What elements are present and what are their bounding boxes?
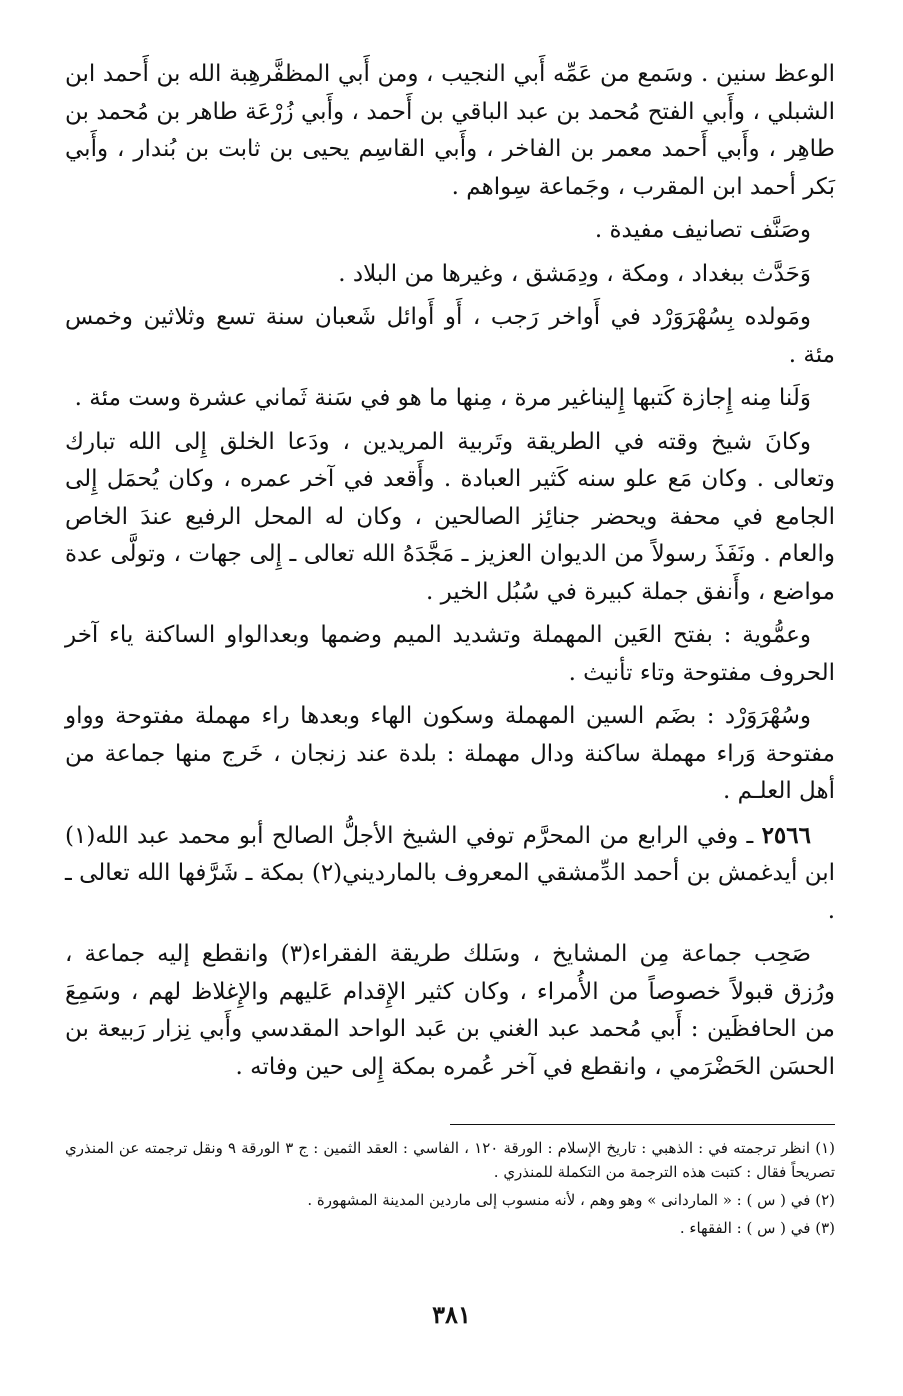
paragraph-birth: ومَولده بِسُهْرَوَرْد في أَواخر رَجب ، أَو أَوائل شَعبان سنة تسع وثلاثين وخمس مئة . [65, 304, 835, 368]
entry-number: ٢٥٦٦ [761, 821, 811, 849]
page-number: ٣٨١ [432, 1300, 471, 1329]
footnote-divider [450, 1124, 835, 1125]
paragraph-teachers: الوعظ سنين . وسَمع من عَمِّه أَبي النجيب ، ومن أَبي المظفَّرهِبة الله بن أَحمد ابن الشبلي ، وأَبي الفتح مُحمد بن عبد الباقي بن أَحمد ، وأَبي زُرْعَة طاهر بن مُحمد بن طاهِر ، وأَبي أَحمد معمر بن الفاخر ، وأَبي القاسِم يحيى بن ثابت بن بُندار ، وأَبي بَكر أحمد ابن المقرب ، وجَماعة سِواهم . [65, 61, 835, 200]
paragraph-ammuya-note: وعمُّوية : بفتح العَين المهملة وتشديد الميم وضمها وبعدالواو الساكنة ياء آخر الحروف مفتوحة وتاء تأنيث . [65, 622, 835, 686]
paragraph-entry-biography: صَحِب جماعة مِن المشايخ ، وسَلك طريقة الفقراء(٣) وانقطع إليه جماعة ، ورُزق قبولاً خصوصاً من الأُمراء ، وكان كثير الإِقدام عَليهم والإِغلاظ لهم ، وسَمِعَ من الحافظَين : أَبي مُحمد عبد الغني بن عَبد الواحد المقدسي وأَبي نِزار رَبيعة بن الحسَن الحَضْرَمي ، وانقطع في آخر عُمره بمكة إِلى حين وفاته . [65, 941, 835, 1080]
footnote-3: (٣) في ( س ) : الفقهاء . [679, 1219, 835, 1237]
paragraph-works: وصَنَّف تصانيف مفيدة . [594, 217, 811, 243]
paragraph-ijaza: وَلَنا مِنه إِجازة كَتبها إِليناغير مرة ، مِنها ما هو في سَنة ثَماني عشرة وست مئة . [74, 385, 811, 411]
footnote-1: (١) انظر ترجمته في : الذهبي : تاريخ الإسلام : الورقة ١٢٠ ، الفاسي : العقد الثمين : ج ٣ الورقة ٩ ونقل ترجمته عن المنذري تصريحاً فقال : كتبت هذه الترجمة من التكملة للمنذري . [65, 1139, 835, 1181]
paragraph-suhrawardi-note: وسُهْرَوَرْد : بضَم السين المهملة وسكون الهاء وبعدها راء مهملة مفتوحة وواو مفتوحة وَراء مهملة ساكنة ودال مهملة : بلدة عند زنجان ، خَرج منها جماعة من أهل العلـم . [65, 703, 835, 804]
main-text [65, 56, 835, 1092]
paragraph-narration: وَحَدَّث ببغداد ، ومكة ، ودِمَشق ، وغيرها من البلاد . [338, 260, 811, 287]
footnote-2: (٢) في ( س ) : « الماردانى » وهو وهم ، لأنه منسوب إلى ماردين المدينة المشهورة . [307, 1191, 835, 1209]
entry-heading [65, 817, 835, 931]
paragraph-biography: وكانَ شيخ وقته في الطريقة وتَربية المريدين ، ودَعا الخلق إِلى الله تبارك وتعالى . وكان مَع علو سنه كَثير العبادة . وأَقعد في آخر عمره ، وكان يُحمَل إِلى الجامع في محفة ويحضر جنائِز الصالحين ، وكان له المحل الرفيع عندَ الخاص والعام . ونَفَذَ رسولاً من الديوان العزيز ـ مَجَّدَهُ الله تعالى ـ إِلى جهات ، وتولَّى عدة مواضع ، وأَنفق جملة كبيرة في سُبُل الخير . [65, 428, 835, 605]
footnotes [65, 1136, 835, 1244]
entry-heading-text: ـ وفي الرابع من المحرَّم توفي الشيخ الأجلُّ الصالح أبو محمد عبد الله(١) ابن أيدغمش بن أحمد الدِّمشقي المعروف بالمارديني(٢) بمكة ـ شَرَّفها الله تعالى ـ . [65, 822, 836, 924]
